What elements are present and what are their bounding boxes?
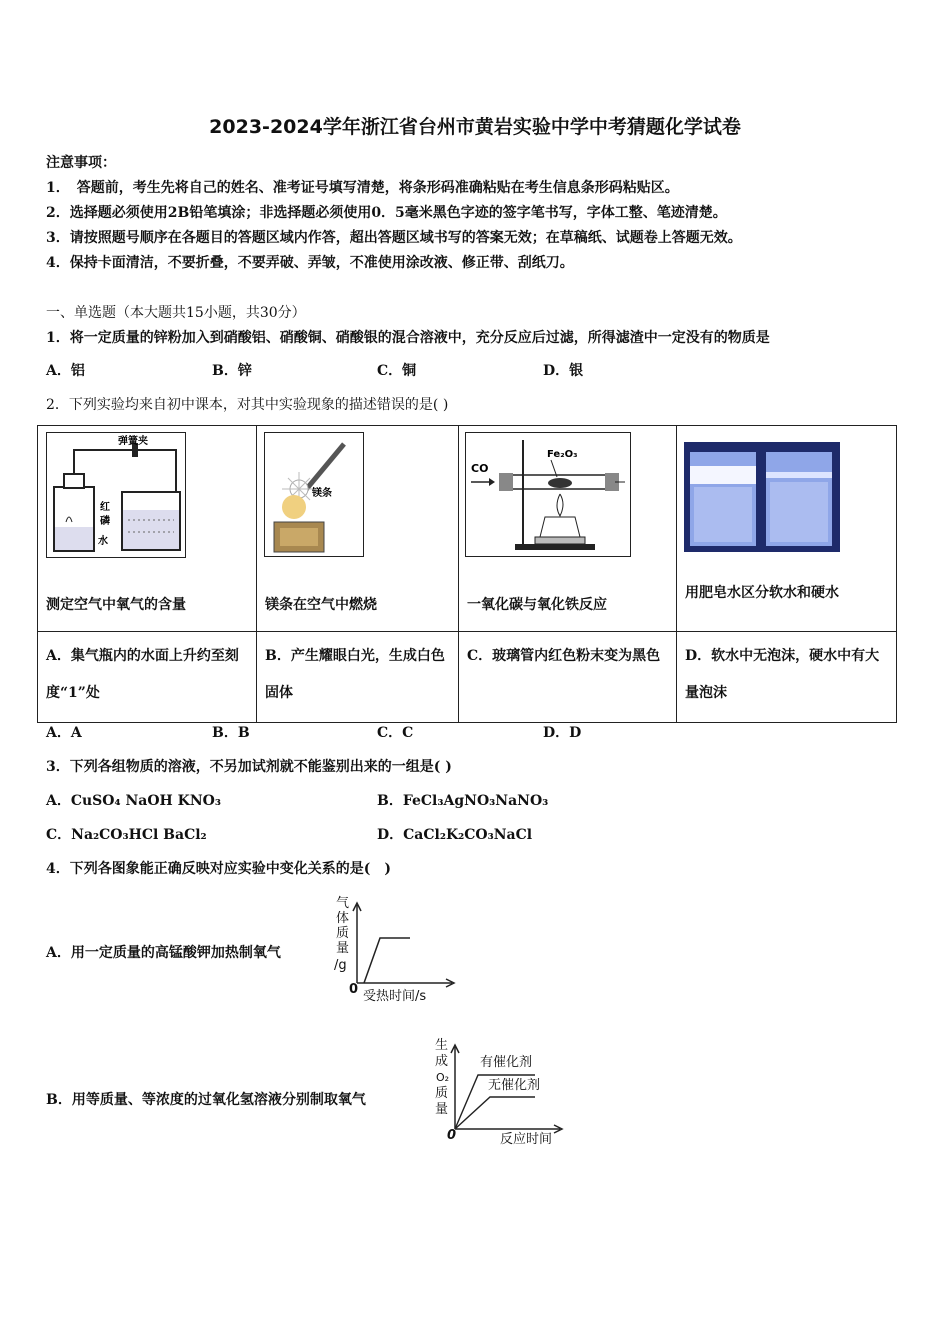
notice-heading: 注意事项： bbox=[46, 155, 116, 171]
magnesium-strip-label: 镁条 bbox=[312, 488, 332, 499]
question-3-stem: 3．下列各组物质的溶液，不另加试剂就不能鉴别出来的一组是( ) bbox=[46, 759, 452, 775]
graph-a-ylabel: 体 bbox=[336, 911, 350, 926]
q3-option-d: D．CaCl₂K₂CO₃NaCl bbox=[377, 827, 533, 843]
section-heading: 一、单选题（本大题共15小题，共30分） bbox=[46, 305, 306, 321]
q3-option-b: B．FeCl₃AgNO₃NaNO₃ bbox=[377, 793, 549, 809]
experiment-answer-a: A．集气瓶内的水面上升约至刻度“1”处 bbox=[38, 632, 257, 723]
experiment-cell-a bbox=[38, 426, 257, 632]
graph-b-series-label: 有催化剂 bbox=[480, 1055, 533, 1070]
fe2o3-label: Fe₂O₃ bbox=[547, 449, 578, 460]
question-2-stem: 2．下列实验均来自初中课本，对其中实验现象的描述错误的是( ) bbox=[46, 397, 449, 413]
graph-b-ylabel: 成 bbox=[435, 1054, 449, 1069]
graph-b-xlabel: 反应时间 bbox=[500, 1132, 553, 1147]
red-phosphorus-label: 磷 bbox=[100, 516, 110, 527]
q1-option-c: C．铜 bbox=[377, 363, 417, 379]
graph-b-series-label: 无催化剂 bbox=[488, 1078, 541, 1093]
page-title: 2023-2024学年浙江省台州市黄岩实验中学中考猜题化学试卷 bbox=[209, 116, 741, 138]
experiment-answer-d: D．软水中无泡沫，硬水中有大量泡沫 bbox=[677, 632, 897, 723]
q2-option-c: C．C bbox=[377, 725, 414, 741]
oxygen-content-apparatus-figure bbox=[46, 432, 196, 560]
question-1-stem: 1．将一定质量的锌粉加入到硝酸铝、硝酸铜、硝酸银的混合溶液中，充分反应后过滤，所得滤渣中一定没有的物质是 bbox=[46, 330, 770, 346]
experiment-answer-b: B．产生耀眼白光，生成白色固体 bbox=[257, 632, 459, 723]
co-label: CO bbox=[471, 462, 489, 475]
water-label: 水 bbox=[98, 536, 108, 547]
experiment-caption-a: 测定空气中氧气的含量 bbox=[46, 597, 186, 613]
graph-a-xlabel: 受热时间/s bbox=[363, 989, 427, 1004]
q4-option-a-graph bbox=[330, 893, 460, 1005]
graph-a-ylabel: 气 bbox=[336, 896, 350, 911]
q1-option-a: A．铝 bbox=[46, 363, 85, 379]
experiment-cell-b bbox=[257, 426, 459, 632]
graph-a-origin: 0 bbox=[349, 982, 359, 997]
graph-a-ylabel: 量 bbox=[336, 941, 350, 956]
q4-option-b-text: B．用等质量、等浓度的过氧化氢溶液分别制取氧气 bbox=[46, 1092, 366, 1108]
graph-a-ylabel: /g bbox=[334, 958, 347, 973]
notice-item: 3．请按照题号顺序在各题目的答题区域内作答，超出答题区域书写的答案无效；在草稿纸、试题卷上答题无效。 bbox=[46, 230, 742, 246]
q4-option-b-graph bbox=[430, 1035, 580, 1150]
q2-option-a: A．A bbox=[46, 725, 82, 741]
experiment-caption-d: 用肥皂水区分软水和硬水 bbox=[685, 585, 839, 601]
q1-option-b: B．锌 bbox=[212, 363, 252, 379]
graph-a-ylabel: 质 bbox=[336, 926, 350, 941]
q2-option-b: B．B bbox=[212, 725, 250, 741]
magnesium-burning-figure bbox=[264, 432, 366, 560]
graph-b-ylabel: 质 bbox=[435, 1086, 449, 1101]
experiment-caption-c: 一氧化碳与氧化铁反应 bbox=[467, 597, 607, 613]
notice-item: 1． 答题前，考生先将自己的姓名、准考证号填写清楚，将条形码准确粘贴在考生信息条形码粘贴区。 bbox=[46, 180, 679, 196]
experiment-cell-d bbox=[677, 426, 897, 632]
graph-b-ylabel: O₂ bbox=[436, 1071, 450, 1084]
q3-option-c: C．Na₂CO₃HCl BaCl₂ bbox=[46, 827, 207, 843]
red-phosphorus-label: 红 bbox=[100, 502, 110, 513]
spring-clip-label: 弹簧夹 bbox=[118, 436, 148, 447]
q3-option-a: A．CuSO₄ NaOH KNO₃ bbox=[46, 793, 221, 809]
q1-option-d: D．银 bbox=[543, 363, 584, 379]
notice-item: 2．选择题必须使用2B铅笔填涂；非选择题必须使用0．5毫米黑色字迹的签字笔书写，字体工整、笔迹清楚。 bbox=[46, 205, 727, 221]
experiment-table bbox=[37, 425, 897, 723]
experiment-cell-c bbox=[459, 426, 677, 632]
q4-option-a-text: A．用一定质量的高锰酸钾加热制氧气 bbox=[46, 945, 281, 961]
experiment-caption-b: 镁条在空气中燃烧 bbox=[265, 597, 377, 613]
graph-b-ylabel: 量 bbox=[435, 1102, 449, 1117]
graph-b-ylabel: 生 bbox=[435, 1038, 449, 1053]
notice-item: 4．保持卡面清洁，不要折叠，不要弄破、弄皱，不准使用涂改液、修正带、刮纸刀。 bbox=[46, 255, 574, 271]
co-reduction-apparatus-figure bbox=[465, 432, 635, 560]
q2-option-d: D．D bbox=[543, 725, 582, 741]
soap-water-beakers-figure bbox=[684, 442, 844, 554]
graph-b-origin: 0 bbox=[447, 1128, 457, 1143]
experiment-answer-c: C．玻璃管内红色粉末变为黑色 bbox=[459, 632, 677, 723]
question-4-stem: 4．下列各图象能正确反映对应实验中变化关系的是( ) bbox=[46, 861, 391, 877]
